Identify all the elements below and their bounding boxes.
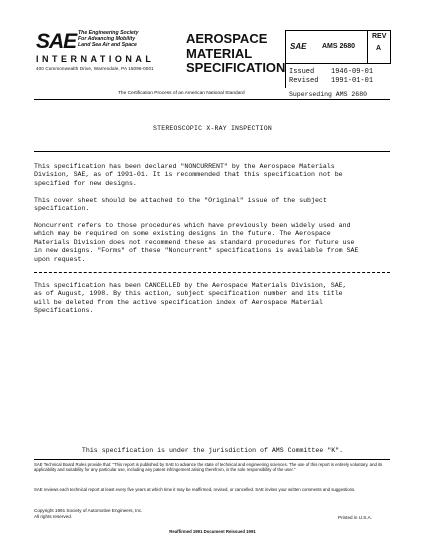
paragraph-noncurrent: This specification has been declared "NONCURRENT" by the Aerospace Materials Division, SAE, as of 1991-01. It is recommended that this specification not be specified for new designs. [34, 163, 343, 187]
issued-date: Issued 1946-09-01 [289, 68, 374, 76]
copyright-line-1: Copyright 1991 Society of Automotive Engineers, Inc. [34, 508, 143, 513]
document-type-title [186, 32, 285, 76]
title-line-2: MATERIAL [186, 45, 253, 61]
sae-tagline-line-1: The Engineering Society [78, 30, 139, 36]
footer-rule [34, 459, 390, 460]
footnote-technical-board: SAE Technical Board Rules provide that: "This report is published by SAE to advance the state of technical and engineering sciences. The use of this report is entirely voluntary, and its applicability and suitability for any particular use, including any patent infringement arising therefrom, is the sole responsibility of the user." [34, 462, 383, 473]
paragraph-noncurrent-definition: Noncurrent refers to those procedures which have previously been widely used and which may be required on some existing designs in the future. The Aerospace Materials Division does not recommend these as standard procedures for future use in new designs. "Forms" of these "Noncurrent" specifications is available from SAE upon request. [34, 222, 359, 263]
header-frame-left [285, 30, 286, 88]
sae-international-label: INTERNATIONAL [36, 54, 155, 64]
superseding-note: Superseding AMS 2680 [289, 91, 368, 98]
issue-dates [289, 68, 373, 85]
footnote-review: SAE reviews each technical report at least every five years at which time it may be reaffirmed, revised, or cancelled. SAE invites your written comments and suggestions. [34, 487, 356, 492]
ams-number: AMS 2680 [322, 43, 356, 50]
copyright [34, 508, 143, 519]
document-title: STEREOSCOPIC X-RAY INSPECTION [153, 125, 272, 132]
sae-logo-mark: SAE [36, 30, 77, 53]
header-frame-divider [367, 30, 368, 63]
title-line-1: AEROSPACE [186, 31, 268, 46]
revised-date: Revised 1991-01-01 [289, 76, 374, 85]
jurisdiction-line: This specification is under the jurisdiction of AMS Committee "K". [81, 447, 344, 454]
reaffirm-note: Reaffirmed 1991 Document Reissued 1991 [169, 529, 256, 534]
title-line-3: SPECIFICATION [186, 60, 286, 75]
paragraph-cover-sheet: This cover sheet should be attached to the "Original" issue of the subject specification. [34, 197, 327, 213]
sae-address: 400 Commonwealth Drive, Warrendale, PA 15096-0001 [36, 66, 154, 71]
header-frame-right [390, 30, 391, 63]
header-rule [34, 99, 390, 100]
dashed-separator [34, 272, 390, 273]
sae-small-logo: SAE [290, 42, 307, 51]
sae-logo-tagline [78, 30, 139, 48]
copyright-line-2: All rights reserved. [34, 513, 73, 519]
title-rule [34, 151, 390, 152]
paragraph-cancellation: This specification has been CANCELLED by the Aerospace Materials Division, SAE, as of August, 1998. By this action, subject specification number and its title will be deleted from the active specification index of Aerospace Material Specifications. [34, 282, 347, 315]
sae-tagline-line-3: Land Sea Air and Space [78, 42, 137, 48]
printed-in: Printed in U.S.A. [338, 515, 372, 520]
sae-tagline-line-2: For Advancing Mobility [78, 36, 136, 42]
header-frame-bottom [285, 63, 391, 64]
rev-value: A [376, 45, 382, 52]
rev-label: REV [372, 33, 387, 40]
certification-note: The Certification Process of an American National Standard [118, 91, 245, 96]
